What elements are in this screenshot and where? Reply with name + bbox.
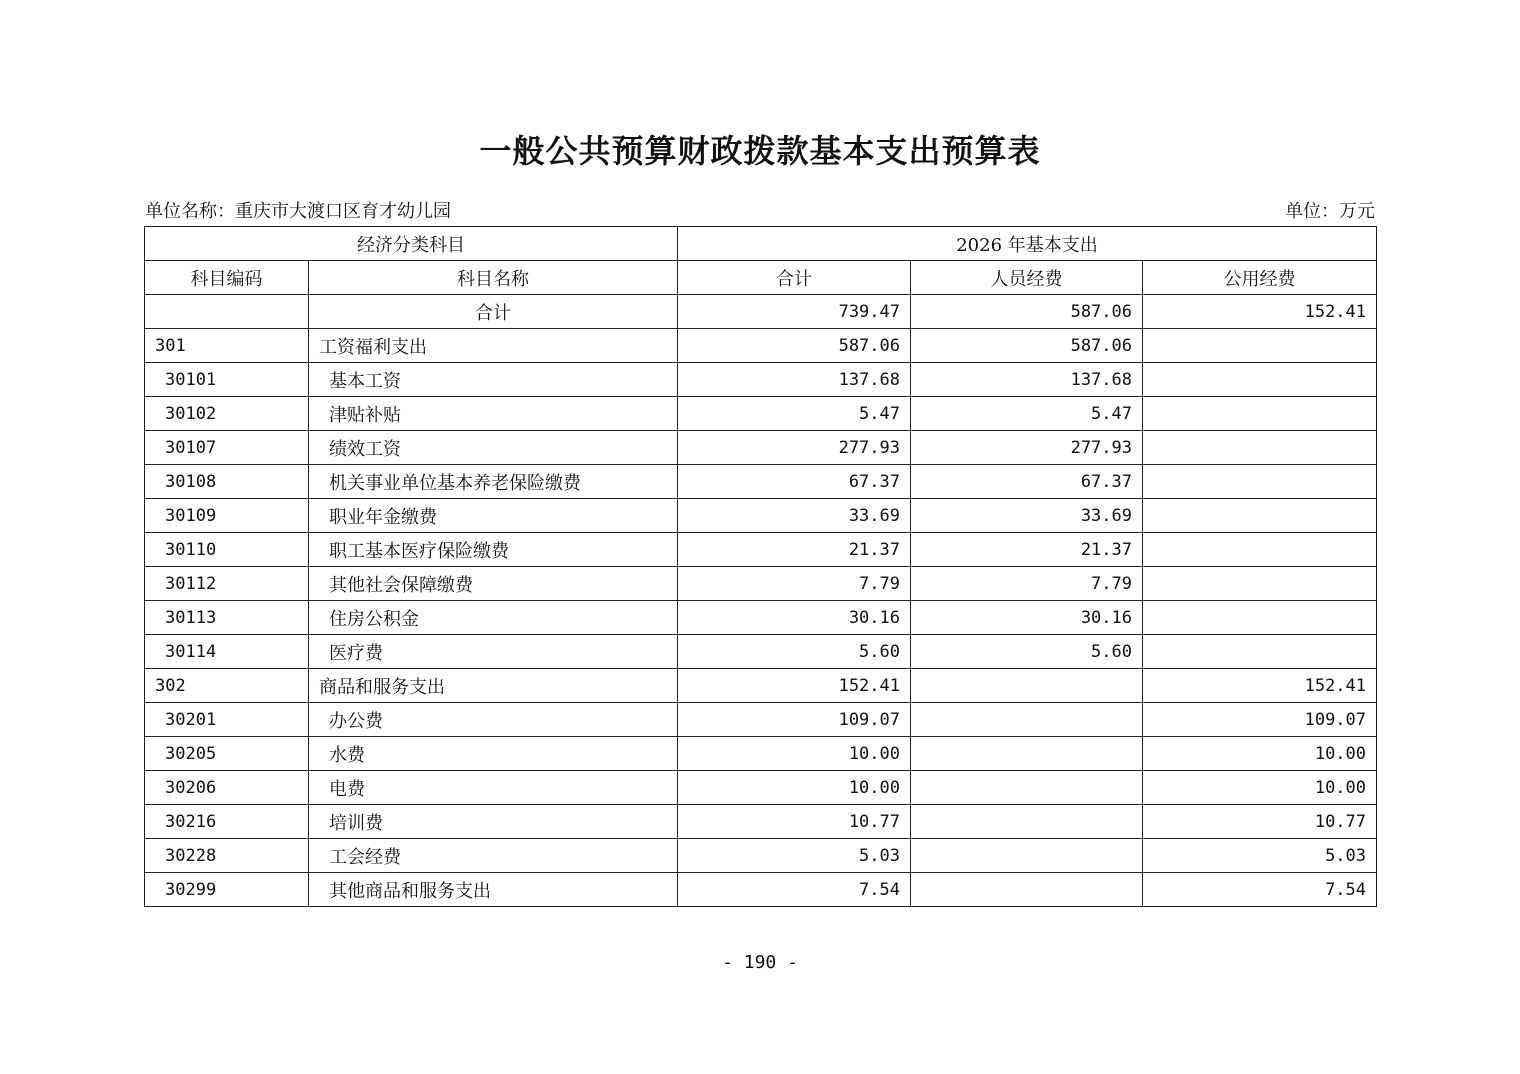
row-personnel-cell: 5.60 — [911, 635, 1143, 669]
table-row — [145, 873, 1377, 907]
row-personnel-cell — [911, 737, 1143, 771]
row-code-cell: 30112 — [145, 567, 309, 601]
table-row — [145, 669, 1377, 703]
row-code-cell: 30114 — [145, 635, 309, 669]
row-name-cell: 职业年金缴费 — [309, 499, 678, 533]
table-row — [145, 839, 1377, 873]
row-name-cell: 职工基本医疗保险缴费 — [309, 533, 678, 567]
header-public: 公用经费 — [1143, 261, 1377, 295]
row-total-cell: 5.03 — [678, 839, 911, 873]
table-row — [145, 363, 1377, 397]
row-public-cell — [1143, 499, 1377, 533]
table-row — [145, 771, 1377, 805]
row-total-cell: 21.37 — [678, 533, 911, 567]
header-column-row — [145, 261, 1377, 295]
row-public-cell — [1143, 533, 1377, 567]
row-total-cell: 137.68 — [678, 363, 911, 397]
row-public-cell — [1143, 567, 1377, 601]
row-name-cell: 商品和服务支出 — [309, 669, 678, 703]
total-code-cell — [145, 295, 309, 329]
header-basic-expenditure: 2026 年基本支出 — [678, 227, 1377, 261]
header-personnel: 人员经费 — [911, 261, 1143, 295]
row-personnel-cell: 587.06 — [911, 329, 1143, 363]
row-total-cell: 109.07 — [678, 703, 911, 737]
row-name-cell: 工资福利支出 — [309, 329, 678, 363]
row-total-cell: 7.79 — [678, 567, 911, 601]
row-public-cell: 10.00 — [1143, 737, 1377, 771]
table-row — [145, 737, 1377, 771]
page-title: 一般公共预算财政拨款基本支出预算表 — [479, 132, 1041, 170]
row-personnel-cell: 30.16 — [911, 601, 1143, 635]
table-row — [145, 329, 1377, 363]
row-personnel-cell: 67.37 — [911, 465, 1143, 499]
row-total-cell: 30.16 — [678, 601, 911, 635]
row-code-cell: 30113 — [145, 601, 309, 635]
table-row — [145, 499, 1377, 533]
unit-name-label: 单位名称：重庆市大渡口区育才幼儿园 — [145, 201, 451, 222]
row-personnel-cell: 277.93 — [911, 431, 1143, 465]
row-public-cell: 7.54 — [1143, 873, 1377, 907]
row-personnel-cell: 33.69 — [911, 499, 1143, 533]
row-name-cell: 医疗费 — [309, 635, 678, 669]
row-total-cell: 587.06 — [678, 329, 911, 363]
row-personnel-cell: 7.79 — [911, 567, 1143, 601]
row-name-cell: 电费 — [309, 771, 678, 805]
header-group-row — [145, 227, 1377, 261]
row-name-cell: 绩效工资 — [309, 431, 678, 465]
row-public-cell — [1143, 431, 1377, 465]
table-row — [145, 397, 1377, 431]
header-economic-classification: 经济分类科目 — [145, 227, 678, 261]
row-code-cell: 30299 — [145, 873, 309, 907]
row-name-cell: 培训费 — [309, 805, 678, 839]
row-name-cell: 住房公积金 — [309, 601, 678, 635]
row-name-cell: 津贴补贴 — [309, 397, 678, 431]
row-total-cell: 277.93 — [678, 431, 911, 465]
page-number: - 190 - — [722, 952, 798, 973]
row-code-cell: 30108 — [145, 465, 309, 499]
table-row — [145, 703, 1377, 737]
row-public-cell: 109.07 — [1143, 703, 1377, 737]
row-public-cell — [1143, 465, 1377, 499]
table-row — [145, 635, 1377, 669]
row-name-cell: 工会经费 — [309, 839, 678, 873]
row-total-cell: 33.69 — [678, 499, 911, 533]
table-row — [145, 567, 1377, 601]
table-row — [145, 431, 1377, 465]
table-row — [145, 601, 1377, 635]
row-total-cell: 10.77 — [678, 805, 911, 839]
row-total-cell: 7.54 — [678, 873, 911, 907]
row-total-cell: 5.60 — [678, 635, 911, 669]
row-code-cell: 30102 — [145, 397, 309, 431]
row-personnel-cell — [911, 669, 1143, 703]
row-code-cell: 30216 — [145, 805, 309, 839]
row-personnel-cell — [911, 839, 1143, 873]
row-personnel-cell — [911, 703, 1143, 737]
total-row — [145, 295, 1377, 329]
row-code-cell: 301 — [145, 329, 309, 363]
total-personnel-cell: 587.06 — [911, 295, 1143, 329]
row-public-cell — [1143, 329, 1377, 363]
total-name-cell: 合计 — [309, 295, 678, 329]
row-code-cell: 302 — [145, 669, 309, 703]
row-name-cell: 办公费 — [309, 703, 678, 737]
row-personnel-cell — [911, 805, 1143, 839]
table-row — [145, 465, 1377, 499]
row-personnel-cell: 5.47 — [911, 397, 1143, 431]
total-public-cell: 152.41 — [1143, 295, 1377, 329]
row-total-cell: 10.00 — [678, 771, 911, 805]
total-total-cell: 739.47 — [678, 295, 911, 329]
row-public-cell — [1143, 397, 1377, 431]
row-code-cell: 30201 — [145, 703, 309, 737]
row-code-cell: 30101 — [145, 363, 309, 397]
row-code-cell: 30110 — [145, 533, 309, 567]
row-code-cell: 30206 — [145, 771, 309, 805]
header-total: 合计 — [678, 261, 911, 295]
row-public-cell: 5.03 — [1143, 839, 1377, 873]
row-total-cell: 5.47 — [678, 397, 911, 431]
header-name: 科目名称 — [309, 261, 678, 295]
row-name-cell: 其他社会保障缴费 — [309, 567, 678, 601]
table-row — [145, 805, 1377, 839]
unit-label: 单位：万元 — [1285, 201, 1375, 222]
row-public-cell: 152.41 — [1143, 669, 1377, 703]
row-name-cell: 其他商品和服务支出 — [309, 873, 678, 907]
row-code-cell: 30107 — [145, 431, 309, 465]
row-public-cell — [1143, 363, 1377, 397]
row-total-cell: 152.41 — [678, 669, 911, 703]
row-total-cell: 67.37 — [678, 465, 911, 499]
row-name-cell: 水费 — [309, 737, 678, 771]
row-code-cell: 30205 — [145, 737, 309, 771]
row-public-cell: 10.77 — [1143, 805, 1377, 839]
row-public-cell — [1143, 635, 1377, 669]
row-code-cell: 30228 — [145, 839, 309, 873]
header-code: 科目编码 — [145, 261, 309, 295]
row-total-cell: 10.00 — [678, 737, 911, 771]
row-personnel-cell — [911, 771, 1143, 805]
row-name-cell: 基本工资 — [309, 363, 678, 397]
row-personnel-cell: 21.37 — [911, 533, 1143, 567]
row-personnel-cell: 137.68 — [911, 363, 1143, 397]
budget-table — [144, 226, 1377, 907]
row-public-cell: 10.00 — [1143, 771, 1377, 805]
row-code-cell: 30109 — [145, 499, 309, 533]
table-row — [145, 533, 1377, 567]
row-public-cell — [1143, 601, 1377, 635]
row-name-cell: 机关事业单位基本养老保险缴费 — [309, 465, 678, 499]
row-personnel-cell — [911, 873, 1143, 907]
